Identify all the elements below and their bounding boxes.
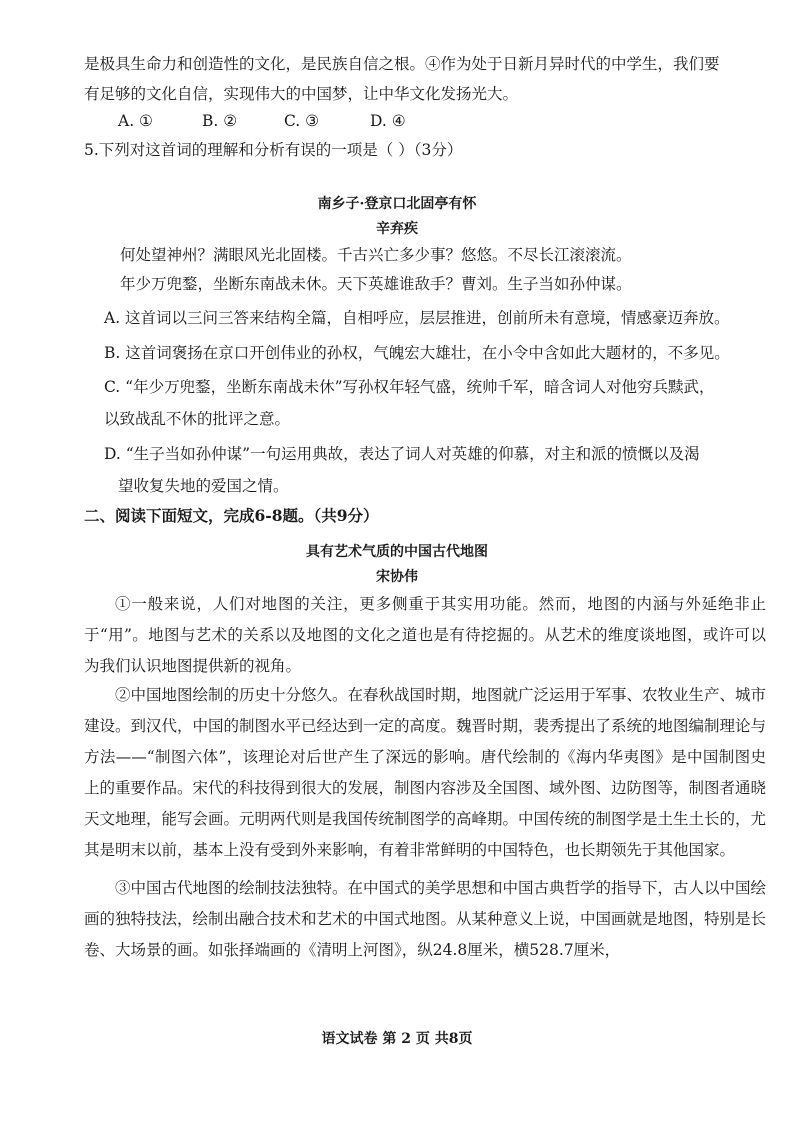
q5-option-a: A. 这首词以三问三答来结构全篇，自相呼应，层层推进，创前所未有意境，情感豪迈奔放。 <box>104 309 730 327</box>
q4-option-b: B. ② <box>202 112 238 130</box>
section-2-heading: 二、阅读下面短文，完成6-8题。（共9分） <box>84 506 379 525</box>
q5-option-b: B. 这首词褒扬在京口开创伟业的孙权，气魄宏大雄壮，在小令中含如此大题材的，不多见。 <box>104 344 730 362</box>
article-paragraph-1: ①一般来说，人们对地图的关注，更多侧重于其实用功能。然而，地图的内涵与外延绝非止于“用”。地图与艺术的关系以及地图的文化之道也是有待挖掘的。从艺术的维度谈地图，或许可以为我们认识地图提供新的视角。 <box>84 595 766 675</box>
q5-option-c-line1: C. “年少万兜鍪，坐断东南战未休”写孙权年轻气盛，统帅千军，暗含词人对他穷兵黩武， <box>104 378 715 396</box>
article-paragraph-2: ②中国地图绘制的历史十分悠久。在春秋战国时期，地图就广泛运用于军事、农牧业生产、城市建设。到汉代，中国的制图水平已经达到一定的高度。魏晋时期，裴秀提出了系统的地图编制理论与方法——“制图六体”，该理论对后世产生了深远的影响。唐代绘制的《海内华夷图》是中国制图史上的重要作品。宋代的科技得到很大的发展，制图内容涉及全国图、域外图、边防图等，制图者通晓天文地理，能写会画。元明两代则是我国传统制图学的高峰期。中国传统的制图学是土生土长的，尤其是明末以前，基本上没有受到外来影响，有着非常鲜明的中国特色，也长期领先于其他国家。 <box>84 686 767 859</box>
q4-text-line2: 有足够的文化自信，实现伟大的中国梦，让中华文化发扬光大。 <box>84 85 519 103</box>
q5-option-d-line1: D. “生子当如孙仲谋”一句运用典故，表达了词人对英雄的仰慕，对主和派的愤慨以及渴 <box>104 445 700 463</box>
poem-author: 辛弃疾 <box>376 221 418 237</box>
article-author: 宋协伟 <box>376 569 418 585</box>
poem-line-1: 何处望神州？满眼风光北固楼。千古兴亡多少事？悠悠。不尽长江滚滚流。 <box>120 246 632 264</box>
q4-text-line1: 是极具生命力和创造性的文化，是民族自信之根。④作为处于日新月异时代的中学生，我们要 <box>84 55 720 73</box>
q5-stem: 5.下列对这首词的理解和分析有误的一项是（ ）（3分） <box>84 141 463 159</box>
q4-option-d: D. ④ <box>370 112 406 130</box>
q5-option-c-line2: 以致战乱不休的批评之意。 <box>104 410 291 428</box>
article-paragraph-3: ③中国古代地图的绘制技法独特。在中国式的美学思想和中国古典哲学的指导下，古人以中国绘画的独特技法，绘制出融合技术和艺术的中国式地图。从某种意义上说，中国画就是地图，特别是长卷、大场景的画。如张择端画的《清明上河图》，纵24.8厘米，横528.7厘米， <box>84 879 767 959</box>
poem-line-2: 年少万兜鍪，坐断东南战未休。天下英雄谁敌手？曹刘。生子当如孙仲谋。 <box>120 275 632 293</box>
q4-option-a: A. ① <box>118 112 153 130</box>
q4-option-c: C. ③ <box>284 112 320 130</box>
q5-option-d-line2: 望收复失地的爱国之情。 <box>118 477 289 495</box>
page-footer: 语文试卷 第 2 页 共8页 <box>321 1031 473 1047</box>
article-title: 具有艺术气质的中国古代地图 <box>306 544 488 560</box>
poem-title: 南乡子·登京口北固亭有怀 <box>317 196 477 212</box>
